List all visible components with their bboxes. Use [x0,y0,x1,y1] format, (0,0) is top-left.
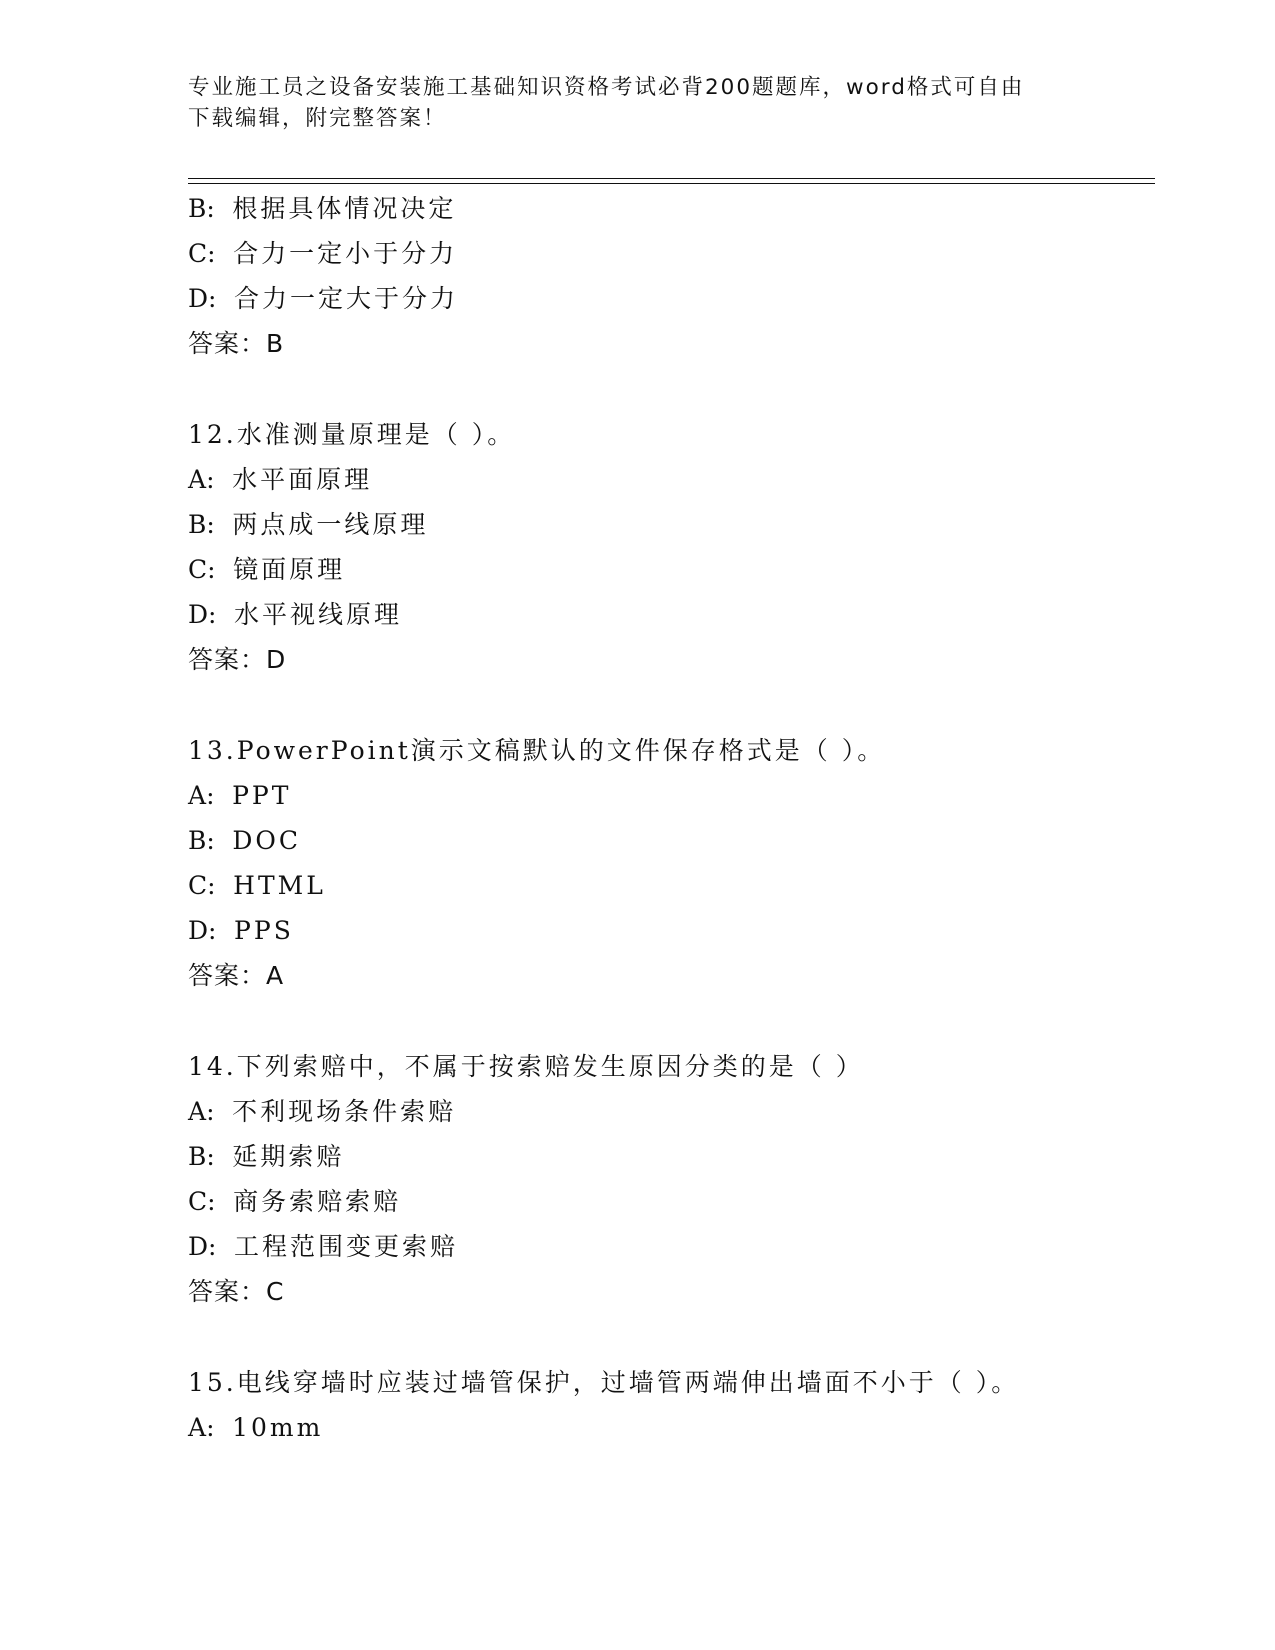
header-line-2: 下载编辑，附完整答案！ [188,106,447,131]
option-separator: : [206,1413,215,1442]
q12-option-a [188,463,372,497]
option-separator: : [206,781,215,810]
q12-option-d [188,598,402,632]
option-separator: : [208,1232,217,1261]
option-text: 商务索赔索赔 [233,1187,402,1216]
option-text: 根据具体情况决定 [232,194,457,223]
option-text: 两点成一线原理 [232,510,429,539]
option-separator: : [207,871,216,900]
option-separator: : [208,600,217,629]
header-divider-top [188,178,1155,179]
q13-option-c [188,869,326,903]
option-text: 工程范围变更索赔 [234,1232,459,1261]
option-separator: : [206,1142,215,1171]
option-label: B [188,194,207,223]
option-separator: : [206,465,215,494]
option-separator: : [208,284,217,313]
q14-question: 14.下列索赔中，不属于按索赔发生原因分类的是（ ） [188,1052,864,1081]
option-separator: : [207,555,216,584]
option-label: C [188,1187,208,1216]
q12-option-c [188,553,345,587]
option-separator: : [207,1187,216,1216]
option-text: HTML [233,871,326,900]
option-separator: : [206,194,215,223]
option-text: 合力一定小于分力 [233,239,458,268]
option-label: B [188,510,207,539]
option-separator: : [206,826,215,855]
q12-question: 12.水准测量原理是（ ）。 [188,420,516,449]
q11-option-c [188,237,457,271]
option-label: A [188,1413,207,1442]
option-label: D [188,1232,209,1261]
q13-question: 13.PowerPoint演示文稿默认的文件保存格式是（ ）。 [188,736,886,765]
option-label: B [188,826,207,855]
option-label: D [188,284,209,313]
q14-option-a [188,1095,456,1129]
option-label: C [188,555,208,584]
option-label: D [188,916,209,945]
option-label: D [188,600,209,629]
q13-option-b [188,824,301,858]
option-text: 水平视线原理 [234,600,403,629]
q11-answer: 答案：B [188,329,285,358]
option-label: C [188,239,208,268]
option-text: 镜面原理 [233,555,346,584]
q14-option-c [188,1185,401,1219]
q11-option-d [188,282,458,316]
header-line-1: 专业施工员之设备安装施工基础知识资格考试必背200题题库，word格式可自由 [188,75,1025,100]
option-label: B [188,1142,207,1171]
q13-option-a [188,779,291,813]
option-separator: : [207,239,216,268]
q14-option-b [188,1140,344,1174]
option-text: 合力一定大于分力 [234,284,459,313]
option-separator: : [206,1097,215,1126]
q14-option-d [188,1230,458,1264]
option-label: A [188,781,207,810]
option-label: C [188,871,208,900]
q11-option-b [188,192,456,226]
option-text: DOC [232,826,302,855]
option-label: A [188,1097,207,1126]
option-label: A [188,465,207,494]
q12-option-b [188,508,428,542]
q12-answer: 答案：D [188,645,287,674]
document-header [188,72,1068,134]
option-separator: : [208,916,217,945]
option-text: 不利现场条件索赔 [232,1097,457,1126]
q13-answer: 答案：A [188,961,285,990]
option-separator: : [206,510,215,539]
header-divider-bottom [188,183,1155,184]
option-text: 水平面原理 [232,465,373,494]
q15-option-a [188,1411,323,1445]
q13-option-d [188,914,294,948]
option-text: 延期索赔 [232,1142,345,1171]
q15-question: 15.电线穿墙时应装过墙管保护，过墙管两端伸出墙面不小于（ ）。 [188,1368,1020,1397]
option-text: PPS [234,916,294,945]
option-text: 10mm [232,1413,324,1442]
option-text: PPT [232,781,292,810]
q14-answer: 答案：C [188,1277,285,1306]
